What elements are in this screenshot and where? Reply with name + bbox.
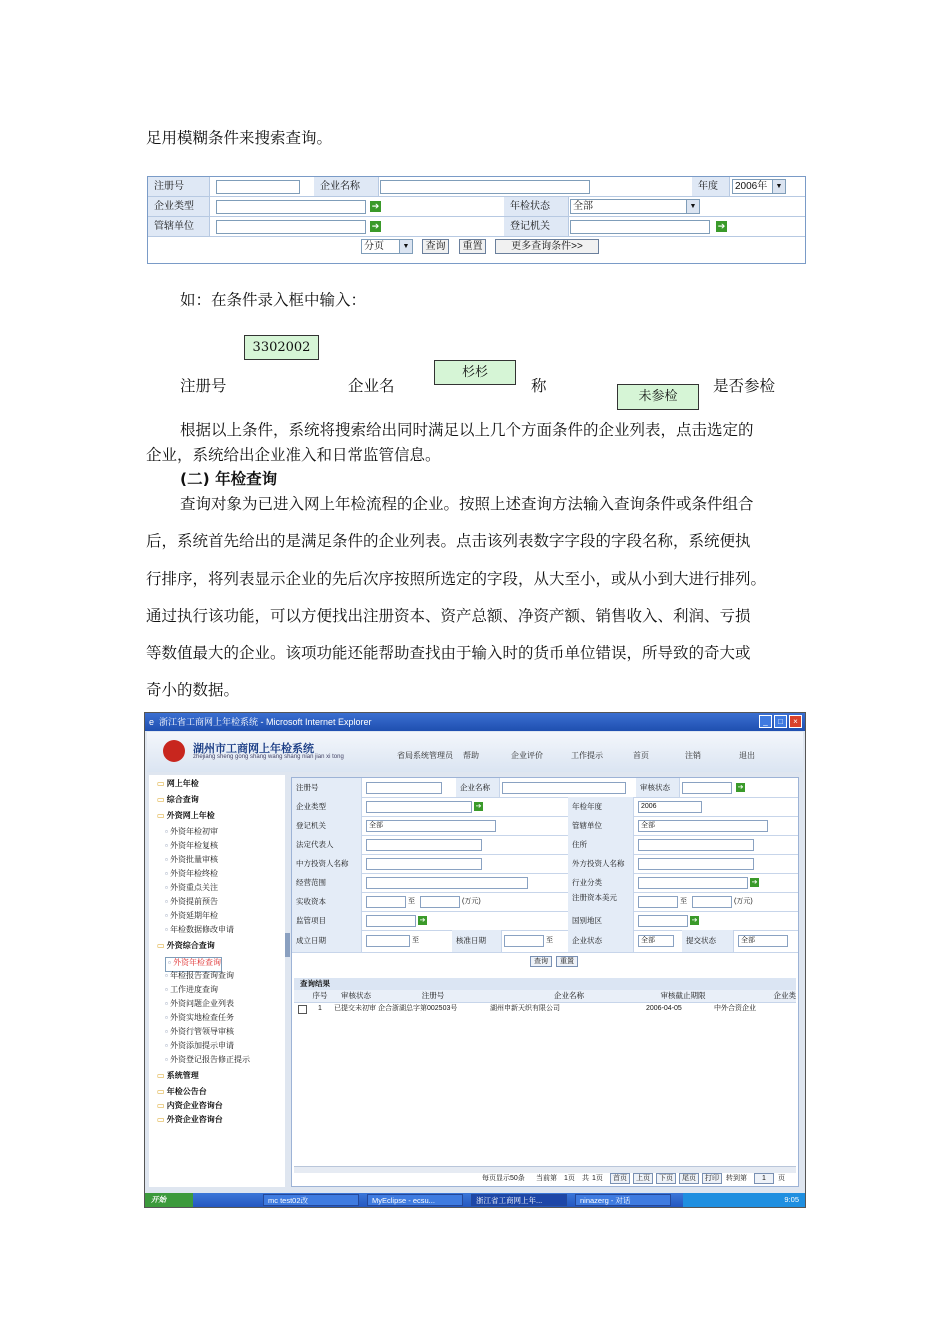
q-marked-label: 核准日期 [452, 930, 502, 952]
emblem-icon [163, 740, 185, 762]
tree-item-label: 外资年检初审 [170, 827, 219, 836]
q-established-label: 成立日期 [292, 930, 362, 952]
tree-leaf-item[interactable] [165, 1041, 234, 1051]
arrow-right-icon[interactable]: ➔ [419, 917, 426, 924]
print-button[interactable]: 打印 [702, 1173, 722, 1184]
q-company-status-select[interactable] [638, 935, 674, 947]
reg-authority-label: 登记机关 [504, 217, 569, 236]
company-name-text-b: 称 [531, 377, 547, 395]
task-item-1[interactable]: mc test02改 [263, 1194, 359, 1206]
q-unit-2: (万元) [734, 898, 753, 905]
col-company-type[interactable]: 企业类 [773, 991, 796, 1000]
cell-audit-status: 已提交未初审 [334, 1005, 376, 1012]
q-to-3: 至 [412, 937, 419, 944]
para2-line3: 行排序，将列表显示企业的先后次序按照所选定的字段，从大至小，或从小到大进行排列。 [146, 570, 767, 588]
maximize-icon[interactable]: □ [774, 715, 787, 728]
paging-select[interactable] [361, 239, 413, 254]
tree-item-label: 外资行管领导审核 [170, 1027, 235, 1036]
toolbar-evaluate[interactable]: 企业评价 [511, 751, 543, 760]
app-header [147, 732, 803, 772]
tree-folder-item[interactable] [157, 811, 215, 821]
q-legal-rep-input[interactable] [366, 839, 482, 851]
q-row-2 [292, 797, 798, 817]
q-cn-investor-input[interactable] [366, 858, 482, 870]
tree-item-label: 外资批量审核 [170, 855, 219, 864]
q-row-6 [292, 873, 798, 893]
clock: 9:05 [784, 1195, 799, 1204]
year-select[interactable] [732, 179, 786, 194]
tree-leaf-item[interactable] [165, 957, 222, 972]
q-company-input[interactable] [502, 782, 626, 794]
arrow-right-icon[interactable]: ➔ [717, 221, 726, 231]
company-type-label: 企业类型 [148, 197, 210, 216]
tree-item-label: 外资问题企业列表 [170, 999, 235, 1008]
reg-no-example-box: 3302002 [244, 335, 319, 360]
tree-item-label: 工作进度查询 [170, 985, 219, 994]
q-usd-to[interactable] [692, 896, 732, 908]
tree-leaf-item[interactable] [165, 855, 218, 865]
arrow-right-icon[interactable]: ➔ [371, 201, 380, 211]
q-address-input[interactable] [638, 839, 754, 851]
reg-no-input[interactable] [216, 180, 300, 194]
tree-item-label: 外资企业咨询台 [166, 1115, 223, 1124]
jurisdiction-label: 管辖单位 [148, 217, 210, 236]
page-icon: ▫ [165, 883, 171, 892]
results-header [294, 990, 796, 1003]
q-capital-label: 实收资本 [292, 892, 362, 911]
section-title: (二) 年检查询 [180, 470, 278, 488]
q-reset-button[interactable]: 重置 [556, 956, 578, 967]
nav-tree [149, 775, 285, 1187]
form-row-2 [148, 197, 805, 217]
q-company-status-label: 企业状态 [568, 930, 634, 952]
q-jurisdiction-value: 全部 [641, 822, 655, 829]
q-row-8 [292, 911, 798, 931]
tree-item-label: 外资延期年检 [170, 911, 219, 920]
q-audit-status-label: 审核状态 [636, 778, 680, 797]
arrow-right-icon[interactable]: ➔ [371, 221, 380, 231]
q-reg-authority-value: 全部 [369, 822, 383, 829]
tree-folder-item[interactable] [157, 941, 215, 951]
reset-button[interactable]: 重置 [459, 239, 486, 254]
tree-folder-item[interactable] [157, 779, 199, 789]
col-company-name[interactable]: 企业名称 [554, 991, 584, 1000]
q-year-value: 2006 [641, 803, 657, 810]
q-row-1 [292, 778, 798, 798]
tree-item-label: 年检公告台 [166, 1087, 207, 1096]
q-to-1: 至 [408, 898, 415, 905]
q-scope-input[interactable] [366, 877, 528, 889]
tree-leaf-item[interactable] [165, 883, 218, 893]
para2-line2: 后，系统首先给出的是满足条件的企业列表。点击该列表数字字段的字段名称，系统便执 [146, 532, 751, 550]
col-reg-no[interactable]: 注册号 [421, 991, 445, 1000]
year-label: 年度 [692, 177, 730, 196]
toolbar-logout[interactable]: 注销 [685, 751, 701, 760]
toolbar-tips[interactable]: 工作提示 [571, 751, 603, 760]
q-usd-capital-label: 注册资本美元 [568, 892, 634, 911]
form-row-1 [148, 177, 805, 197]
folder-icon: ▭ [157, 1101, 167, 1110]
q-row-5 [292, 854, 798, 874]
para1-line2: 企业，系统给出企业准入和日常监管信息。 [146, 446, 441, 464]
q-audit-status-input[interactable] [682, 782, 732, 794]
folder-icon: ▭ [157, 941, 167, 950]
chevron-down-icon: ▼ [772, 180, 785, 193]
task-item-3[interactable]: 浙江省工商网上年... [471, 1194, 567, 1206]
q-reg-authority-label: 登记机关 [292, 816, 362, 835]
ie-window-screenshot [144, 712, 806, 1208]
status-example-box: 未参检 [617, 384, 699, 410]
q-submit-status-value: 全部 [741, 937, 755, 944]
q-usd-from[interactable] [638, 896, 678, 908]
q-reg-no-input[interactable] [366, 782, 442, 794]
splitter-handle[interactable] [285, 933, 290, 957]
cell-company-type: 中外合资企业 [714, 1005, 756, 1012]
year-value: 2006年 [735, 181, 768, 192]
app-title: 湖州市工商网上年检系统 [193, 743, 314, 755]
company-name-label: 企业名称 [314, 177, 379, 196]
q-legal-rep-label: 法定代表人 [292, 835, 362, 854]
q-capital-to[interactable] [420, 896, 460, 908]
task-item-2[interactable]: MyEclipse - ecsu... [367, 1194, 463, 1206]
col-seq[interactable]: 序号 [312, 991, 328, 1000]
q-query-button[interactable]: 查询 [530, 956, 552, 967]
tree-leaf-item[interactable] [165, 897, 218, 907]
tree-item-label: 外资年检查询 [173, 958, 222, 967]
page-icon: ▫ [165, 841, 171, 850]
arrow-right-icon[interactable]: ➔ [691, 917, 698, 924]
q-cn-investor-label: 中方投资人名称 [292, 854, 362, 873]
q-company-type-label: 企业类型 [292, 797, 362, 816]
chevron-down-icon: ▼ [686, 200, 699, 213]
q-supervision-input[interactable] [366, 915, 416, 927]
q-row-3 [292, 816, 798, 836]
q-company-type-input[interactable] [366, 801, 472, 813]
q-industry-input[interactable] [638, 877, 748, 889]
folder-icon: ▭ [157, 795, 167, 804]
arrow-right-icon[interactable]: ➔ [475, 803, 482, 810]
tree-leaf-item[interactable] [165, 985, 218, 995]
task-item-4[interactable]: ninazerg - 对话 [575, 1194, 671, 1206]
inspect-status-text: 是否参检 [713, 377, 776, 395]
toolbar-user: 省局系统管理员 [397, 751, 453, 760]
tree-item-label: 外资综合查询 [166, 941, 215, 950]
tree-folder-item[interactable] [157, 1115, 223, 1125]
form-row-buttons [148, 237, 805, 257]
col-deadline[interactable]: 审核截止期限 [660, 991, 706, 1000]
horizontal-scrollbar[interactable] [294, 1166, 796, 1173]
tree-item-label: 外资提前预告 [170, 897, 219, 906]
q-submit-status-label: 提交状态 [682, 930, 734, 952]
q-country-label: 国别地区 [568, 911, 634, 930]
start-button[interactable]: 开始 [145, 1193, 193, 1207]
chevron-down-icon: ▼ [399, 240, 412, 253]
folder-icon: ▭ [157, 779, 167, 788]
search-form [147, 176, 806, 264]
tree-folder-item[interactable] [157, 1101, 223, 1111]
page-icon: ▫ [165, 911, 171, 920]
page-icon: ▫ [165, 897, 171, 906]
pager-current: 1页 [564, 1175, 575, 1182]
inspect-status-label: 年检状态 [504, 197, 569, 216]
q-supervision-label: 监管项目 [292, 911, 362, 930]
pager-info: 每页显示50条 [482, 1175, 525, 1182]
para2-line4: 通过执行该功能，可以方便找出注册资本、资产总额、净资产额、销售收入、利润、亏损 [146, 607, 751, 625]
tree-folder-item[interactable] [157, 1071, 199, 1081]
company-name-text-a: 企业名 [348, 377, 395, 395]
tree-item-label: 系统管理 [166, 1071, 199, 1080]
results-title: 查询结果 [294, 978, 796, 990]
tree-leaf-item[interactable] [165, 911, 218, 921]
page-icon: ▫ [165, 869, 171, 878]
tree-folder-item[interactable] [157, 1087, 207, 1097]
window-title-bar [145, 713, 805, 731]
q-capital-from[interactable] [366, 896, 406, 908]
pager-of: 共 [582, 1175, 589, 1182]
folder-icon: ▭ [157, 811, 167, 820]
window-title: 浙江省工商网上年检系统 - Microsoft Internet Explorer [159, 717, 372, 727]
q-foreign-investor-input[interactable] [638, 858, 754, 870]
page-icon: ▫ [165, 1013, 171, 1022]
doc-line-top: 足用模糊条件来搜索查询。 [146, 129, 333, 147]
tree-item-label: 综合查询 [166, 795, 199, 804]
app-subtitle: zhejiang sheng gong shang wang shang nian jian xi tong [193, 754, 344, 760]
tree-item-label: 外资网上年检 [166, 811, 215, 820]
q-industry-label: 行业分类 [568, 873, 634, 892]
q-country-input[interactable] [638, 915, 688, 927]
q-company-status-value: 全部 [641, 937, 655, 944]
page-icon: ▫ [165, 827, 171, 836]
tree-item-label: 外资登记报告修正提示 [170, 1055, 251, 1064]
page-icon: ▫ [165, 985, 171, 994]
tree-leaf-item[interactable] [165, 1055, 250, 1065]
company-type-input[interactable] [216, 200, 366, 214]
q-jurisdiction-select[interactable] [638, 820, 768, 832]
more-conditions-button[interactable]: 更多查询条件>> [495, 239, 599, 254]
company-name-input[interactable] [380, 180, 590, 194]
tree-item-label: 外资年检终检 [170, 869, 219, 878]
tree-item-label: 网上年检 [166, 779, 199, 788]
folder-icon: ▭ [157, 1071, 167, 1080]
tree-item-label: 外资实地检查任务 [170, 1013, 235, 1022]
page-icon: ▫ [165, 1055, 171, 1064]
cell-company-name[interactable]: 湖州申新天织有限公司 [490, 1005, 560, 1012]
q-reg-no-label: 注册号 [292, 778, 362, 797]
company-example-box: 杉杉 [434, 360, 516, 385]
para2-line6: 奇小的数据。 [146, 681, 240, 699]
tree-leaf-item[interactable] [165, 971, 234, 981]
toolbar-home[interactable]: 首页 [633, 751, 649, 760]
windows-taskbar [145, 1193, 805, 1207]
q-company-label: 企业名称 [456, 778, 500, 797]
tree-leaf-item[interactable] [165, 925, 234, 935]
tree-item-label: 外资年检复核 [170, 841, 219, 850]
arrow-right-icon[interactable]: ➔ [751, 879, 758, 886]
form-row-3 [148, 217, 805, 237]
goto-label: 转到第 [726, 1175, 747, 1182]
q-year-label: 年检年度 [568, 797, 634, 816]
close-icon[interactable]: × [789, 715, 802, 728]
reg-no-text: 注册号 [180, 377, 227, 395]
page-icon: ▫ [168, 958, 174, 967]
q-row-9 [292, 930, 798, 953]
para1-line1: 根据以上条件，系统将搜索给出同时满足以上几个方面条件的企业列表，点击选定的 [180, 421, 754, 439]
cell-deadline: 2006-04-05 [646, 1005, 682, 1012]
tree-leaf-item[interactable] [165, 869, 218, 879]
reg-no-label: 注册号 [148, 177, 210, 196]
tree-item-label: 外资重点关注 [170, 883, 219, 892]
cell-seq: 1 [318, 1005, 322, 1012]
system-tray [683, 1193, 805, 1207]
q-scope-label: 经营范围 [292, 873, 362, 892]
tree-leaf-item[interactable] [165, 1027, 234, 1037]
q-jurisdiction-label: 管辖单位 [568, 816, 634, 835]
col-audit-status[interactable]: 审核状态 [341, 991, 371, 1000]
minimize-icon[interactable]: _ [759, 715, 772, 728]
first-page-button[interactable]: 首页 [610, 1173, 630, 1184]
row-checkbox[interactable] [298, 1005, 307, 1014]
q-submit-status-select[interactable] [738, 935, 788, 947]
goto-page-select[interactable]: 1 [754, 1173, 774, 1184]
toolbar-exit[interactable]: 退出 [739, 751, 755, 760]
q-foreign-investor-label: 外方投资人名称 [568, 854, 634, 873]
folder-icon: ▭ [157, 1087, 167, 1096]
q-year-select[interactable] [638, 801, 702, 813]
reg-authority-input[interactable] [570, 220, 710, 234]
pager-current-label: 当前第 [536, 1175, 557, 1182]
inspect-status-select[interactable] [570, 199, 700, 214]
tree-item-label: 年检报告查询查询 [170, 971, 235, 980]
tree-leaf-item[interactable] [165, 1013, 234, 1023]
jurisdiction-input[interactable] [216, 220, 366, 234]
q-address-label: 住所 [568, 835, 634, 854]
q-row-4 [292, 835, 798, 855]
q-established-from[interactable] [366, 935, 410, 947]
para2-line5: 等数值最大的企业。该项功能还能帮助查找由于输入时的货币单位错误，所导致的奇大或 [146, 644, 751, 662]
page-label: 页 [778, 1175, 785, 1182]
pager [482, 1173, 798, 1185]
page-icon: ▫ [165, 999, 171, 1008]
ie-icon: e [149, 717, 155, 727]
tree-item-label: 外资添加提示申请 [170, 1041, 235, 1050]
pager-total-pages: 1页 [592, 1175, 603, 1182]
page-icon: ▫ [165, 1027, 171, 1036]
para2-line1: 查询对象为已进入网上年检流程的企业。按照上述查询方法输入查询条件或条件组合 [180, 495, 754, 513]
query-button[interactable]: 查询 [422, 239, 449, 254]
q-marked-from[interactable] [504, 935, 544, 947]
last-page-button[interactable]: 尾页 [679, 1173, 699, 1184]
tree-folder-item[interactable] [157, 795, 199, 805]
page-icon: ▫ [165, 855, 171, 864]
inspect-status-value: 全部 [573, 201, 593, 212]
tree-leaf-item[interactable] [165, 827, 218, 837]
q-row-7 [292, 892, 798, 912]
folder-icon: ▭ [157, 1115, 167, 1124]
page-icon: ▫ [165, 925, 171, 934]
q-to-4: 至 [546, 937, 553, 944]
paging-value: 分页 [364, 241, 384, 252]
tree-item-label: 内资企业咨询台 [166, 1101, 223, 1110]
toolbar-help[interactable]: 帮助 [463, 751, 479, 760]
tree-leaf-item[interactable] [165, 841, 218, 851]
q-to-2: 至 [680, 898, 687, 905]
next-page-button[interactable]: 下页 [656, 1173, 676, 1184]
prev-page-button[interactable]: 上页 [633, 1173, 653, 1184]
tree-item-label: 年检数据修改申请 [170, 925, 235, 934]
q-reg-authority-select[interactable] [366, 820, 496, 832]
table-row[interactable] [294, 1003, 796, 1015]
example-intro: 如：在条件录入框中输入： [180, 291, 367, 309]
page-icon: ▫ [165, 1041, 171, 1050]
page-icon: ▫ [165, 971, 171, 980]
cell-reg-no: 企合浙湖总字第002503号 [378, 1005, 458, 1012]
q-unit-1: (万元) [462, 898, 481, 905]
arrow-right-icon[interactable]: ➔ [737, 784, 744, 791]
tree-leaf-item[interactable] [165, 999, 234, 1009]
query-panel [291, 777, 799, 1187]
